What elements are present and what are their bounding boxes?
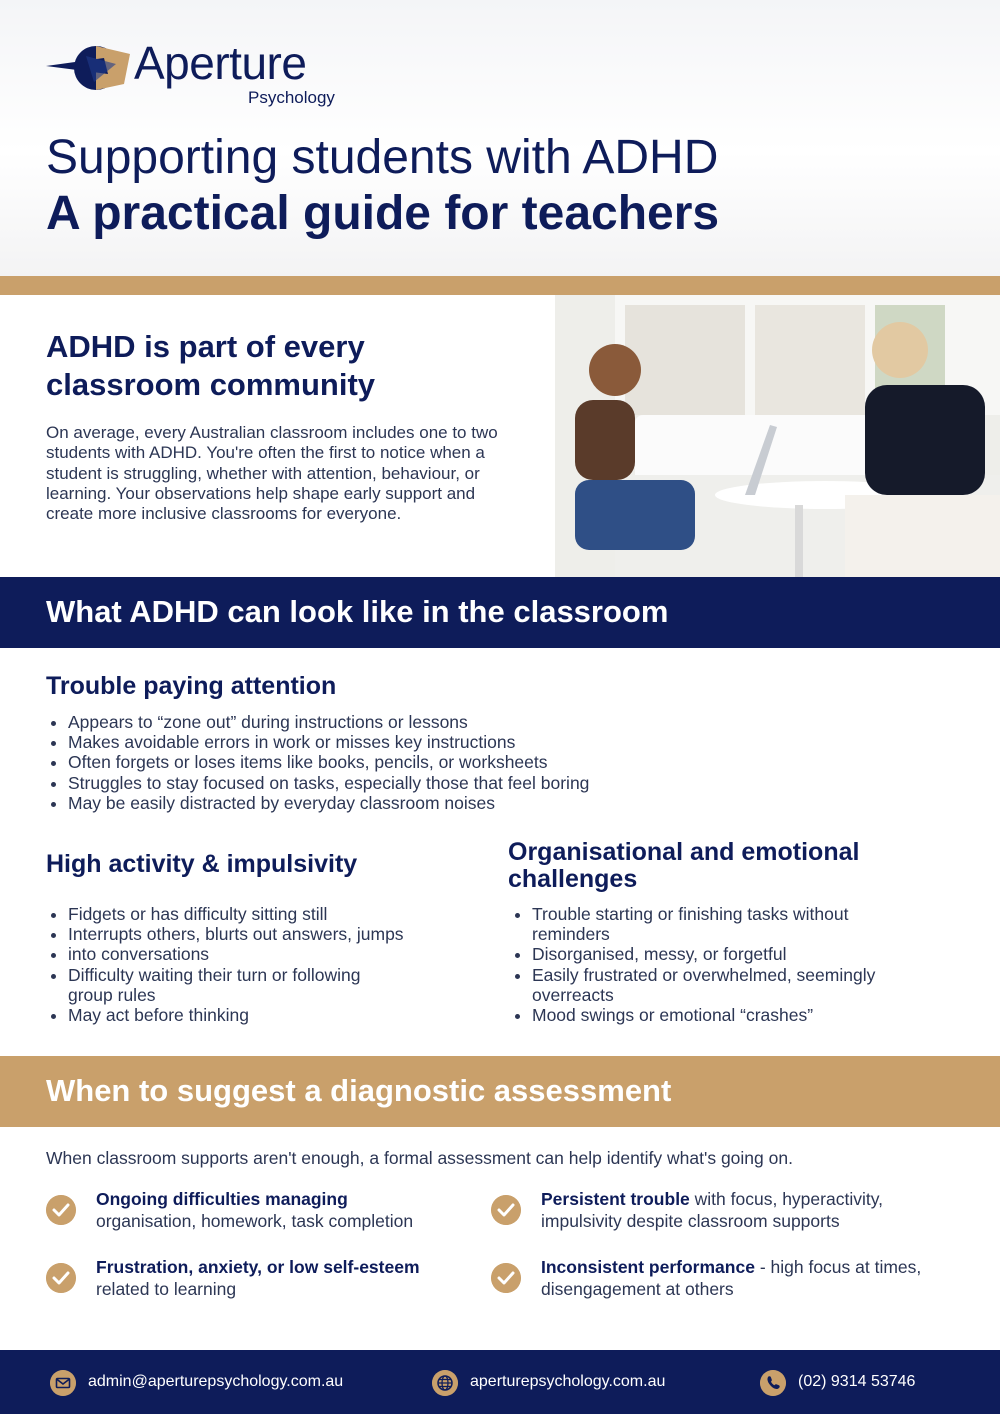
criterion-bold: Ongoing difficulties managing — [96, 1189, 348, 1209]
list-item: • Fidgets or has difficulty sitting still — [68, 904, 468, 924]
heading-attention: Trouble paying attention — [46, 672, 337, 700]
intro-body: On average, every Australian classroom includes one to two students with ADHD. You're often the first to notice when a student is struggling, whether with attention, behaviour, or learning. Your observations help shape early support and create more inclusive classrooms for everyone. — [46, 423, 498, 524]
list-item: • Often forgets or loses items like books, pencils, or worksheets — [68, 752, 708, 772]
website-link[interactable]: aperturepsychology.com.au — [470, 1373, 666, 1390]
list-item: • Difficulty waiting their turn or following group rules — [68, 965, 408, 1005]
phone-number[interactable]: (02) 9314 53746 — [798, 1373, 916, 1390]
page-title-line-2: A practical guide for teachers — [46, 187, 720, 240]
list-organisational — [510, 904, 952, 1025]
criterion-rest: with focus, hyperactivity, impulsivity despite classroom supports — [541, 1189, 884, 1231]
criterion-text — [96, 1256, 496, 1300]
check-circle-icon — [491, 1195, 521, 1225]
criterion-rest: organisation, homework, task completion — [96, 1211, 414, 1231]
aperture-logo-icon — [46, 44, 132, 94]
list-activity — [46, 904, 468, 1025]
criterion-item — [491, 1188, 931, 1238]
classroom-photo — [555, 295, 1000, 577]
criterion-item — [491, 1256, 931, 1306]
list-item: • Interrupts others, blurts out answers, jumps — [68, 924, 468, 944]
criterion-bold: Persistent trouble — [541, 1189, 690, 1209]
brand-logo — [46, 38, 366, 110]
criterion-text — [96, 1188, 496, 1232]
heading-activity: High activity & impulsivity — [46, 850, 358, 878]
criterion-item — [46, 1256, 486, 1306]
list-item: • Struggles to stay focused on tasks, especially those that feel boring — [68, 773, 708, 793]
criterion-text — [541, 1188, 961, 1232]
assessment-intro: When classroom supports aren't enough, a formal assessment can help identify what's going on. — [46, 1148, 793, 1168]
check-circle-icon — [46, 1263, 76, 1293]
list-item: • Mood swings or emotional “crashes” — [532, 1005, 952, 1025]
list-item: • Makes avoidable errors in work or misses key instructions — [68, 732, 708, 752]
list-item: • Appears to “zone out” during instructions or lessons — [68, 712, 708, 732]
page-title-line-1: Supporting students with ADHD — [46, 131, 719, 184]
section-title-signs: What ADHD can look like in the classroom — [46, 594, 669, 629]
footer — [0, 1350, 1000, 1414]
section-title-assessment: When to suggest a diagnostic assessment — [46, 1073, 672, 1108]
criterion-item — [46, 1188, 486, 1238]
criterion-rest: - high focus at times, disengagement at others — [541, 1257, 922, 1299]
list-item: • Trouble starting or finishing tasks without reminders — [532, 904, 892, 944]
list-item: • Easily frustrated or overwhelmed, seemingly overreacts — [532, 965, 927, 1005]
check-circle-icon — [491, 1263, 521, 1293]
phone-icon — [760, 1370, 786, 1396]
section-band-assessment — [0, 1056, 1000, 1127]
mail-icon — [50, 1370, 76, 1396]
list-item: • Disorganised, messy, or forgetful — [532, 944, 952, 964]
gold-divider — [0, 276, 1000, 295]
brand-subtitle: Psychology — [248, 88, 335, 107]
check-circle-icon — [46, 1195, 76, 1225]
email-link[interactable]: admin@aperturepsychology.com.au — [88, 1373, 344, 1390]
criterion-rest: related to learning — [96, 1279, 237, 1299]
criterion-text — [541, 1256, 971, 1300]
criterion-bold: Frustration, anxiety, or low self-esteem — [96, 1257, 420, 1277]
brand-name: Aperture — [134, 37, 307, 89]
globe-icon — [432, 1370, 458, 1396]
list-item: • May be easily distracted by everyday classroom noises — [68, 793, 708, 813]
list-item: • May act before thinking — [68, 1005, 468, 1025]
list-attention — [46, 712, 708, 813]
intro-heading: ADHD is part of every classroom community — [46, 329, 376, 402]
heading-organisational: Organisational and emotional challenges — [508, 838, 860, 893]
list-item: • into conversations — [68, 944, 468, 964]
criterion-bold: Inconsistent performance — [541, 1257, 755, 1277]
section-band-signs — [0, 577, 1000, 648]
